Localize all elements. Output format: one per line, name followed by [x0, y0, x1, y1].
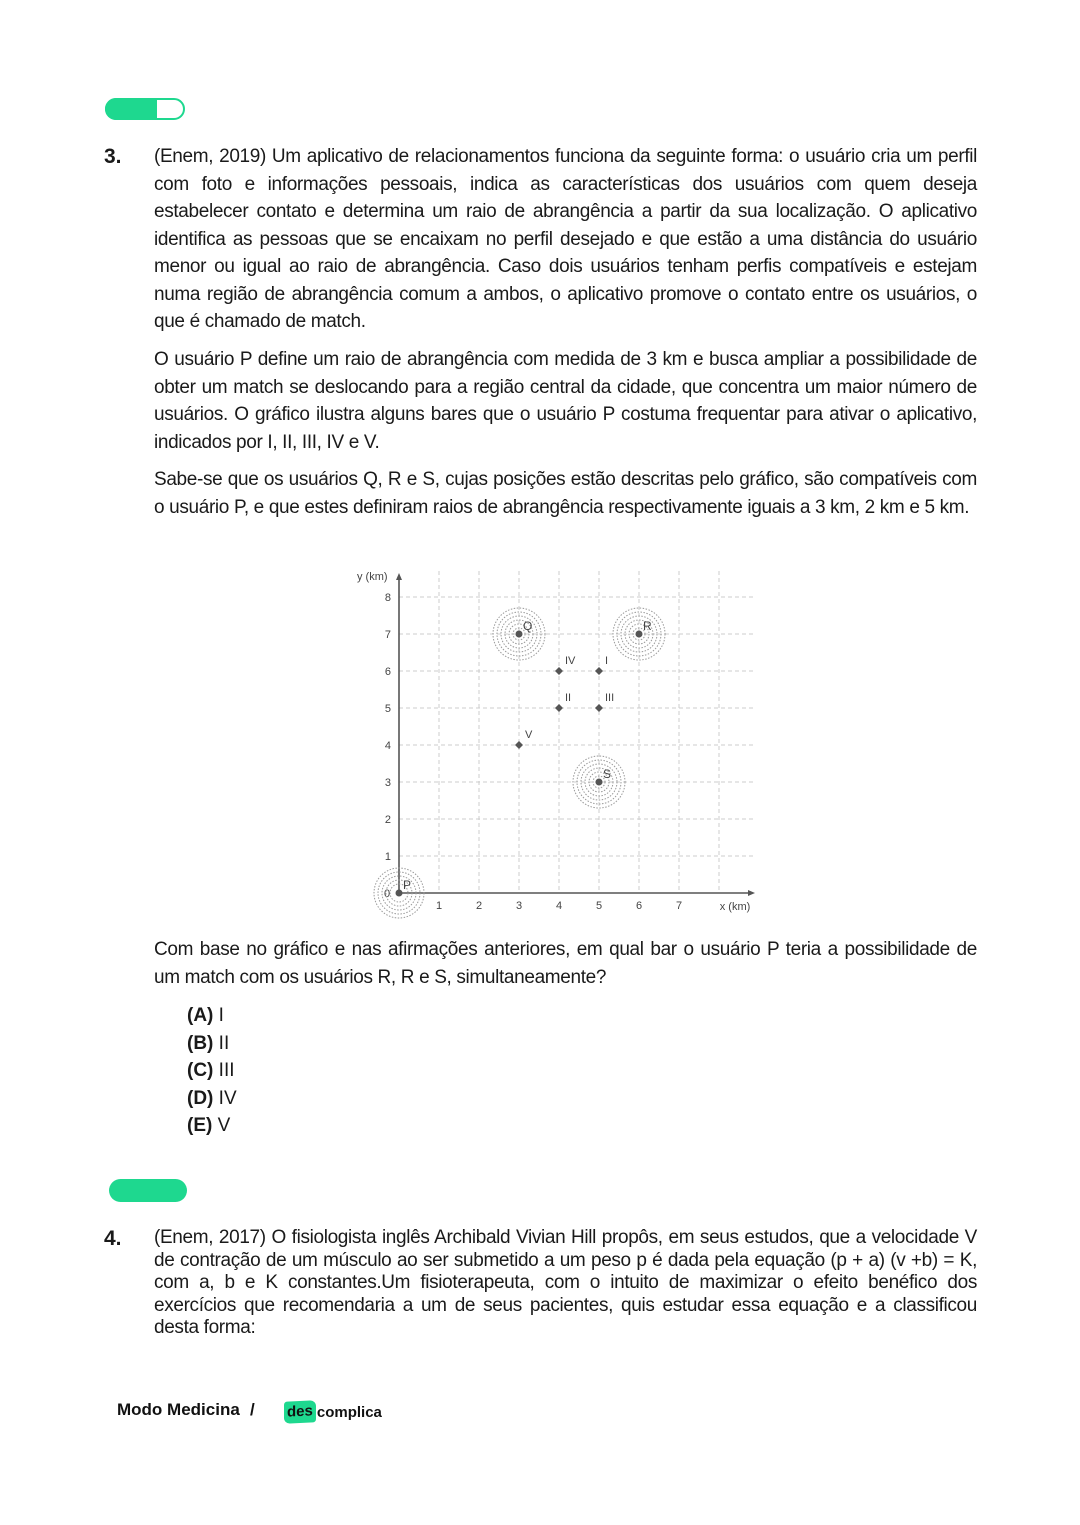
option-e[interactable]: (E) V: [187, 1115, 231, 1136]
question-3-statement: (Enem, 2019) Um aplicativo de relacionamentos funciona da seguinte forma: o usuário cria um perfil com foto e informações pessoais, indica as características dos usuários com quem deseja estabelecer contato e determina um raio de abrangência a partir da sua localização. O aplicativo identifica as pessoas que se encaixam no perfil desejado e que estão a uma distância do usuário menor ou igual ao raio de abrangência. Caso dois usuários tenham perfis compatíveis e estejam numa região de abrangência comum a ambos, o aplicativo promove o contato entre os usuários, o que é chamado de match.: [154, 146, 977, 332]
logo-highlight: des: [284, 1400, 316, 1424]
y-tick-label: 8: [384, 592, 391, 604]
option-c[interactable]: (C) III: [187, 1060, 235, 1081]
question-3-number: 3.: [104, 145, 122, 168]
bar-marker-i: [595, 667, 603, 675]
x-axis-label: x (km): [719, 901, 751, 913]
bar-marker-v: [515, 741, 523, 749]
footer-title: Modo Medicina: [117, 1400, 240, 1419]
user-point-q: [516, 631, 523, 638]
user-label-q: Q: [523, 619, 533, 633]
y-tick-label: 7: [384, 629, 391, 641]
user-point-r: [636, 631, 643, 638]
user-label-p: P: [403, 878, 412, 892]
bar-label-ii: II: [565, 692, 572, 704]
y-tick-label: 1: [384, 851, 391, 863]
bar-marker-iii: [595, 704, 603, 712]
y-tick-label: 4: [384, 740, 391, 752]
y-tick-label: 2: [384, 814, 391, 826]
x-tick-label: 2: [475, 900, 483, 912]
bar-marker-iv: [555, 667, 563, 675]
y-tick-label: 3: [384, 777, 391, 789]
y-tick-label: 5: [384, 703, 391, 715]
option-d[interactable]: (D) IV: [187, 1087, 237, 1109]
progress-pill-indicator: [105, 98, 185, 120]
footer-separator: /: [250, 1400, 255, 1419]
question-3-prompt: Com base no gráfico e nas afirmações anteriores, em qual bar o usuário P teria a possibilidade de um match com os usuários R, R e S, simultaneamente?: [154, 939, 977, 988]
x-tick-label: 5: [595, 900, 603, 912]
descomplica-logo: [284, 1398, 382, 1426]
coordinate-chart: [355, 565, 765, 925]
option-b[interactable]: (B) II: [187, 1032, 230, 1054]
question-4-number: 4.: [104, 1227, 122, 1250]
user-point-s: [596, 779, 603, 786]
x-tick-label: 3: [515, 900, 523, 912]
option-a[interactable]: (A) I: [187, 1005, 224, 1026]
logo-text: complica: [316, 1403, 382, 1421]
user-point-p: [396, 890, 403, 897]
y-tick-label: 6: [384, 666, 391, 678]
y-axis-arrow-icon: [396, 573, 402, 580]
bar-label-v: V: [525, 729, 533, 741]
chart-canvas: [355, 565, 765, 925]
x-tick-label: 1: [435, 900, 443, 912]
bar-label-iii: III: [605, 692, 615, 704]
x-tick-label: 6: [635, 900, 643, 912]
question-3-context: O usuário P define um raio de abrangência com medida de 3 km e busca ampliar a possibilidade de obter um match se deslocando para a região central da cidade, que concentra um maior número de usuários. O gráfico ilustra alguns bares que o usuário P costuma frequentar para ativar o aplicativo, indicados por I, II, III, IV e V.: [154, 349, 977, 453]
question-3-users-info: Sabe-se que os usuários Q, R e S, cujas posições estão descritas pelo gráfico, são compatíveis com o usuário P, e que estes definiram raios de abrangência respectivamente iguais a 3 km, 2 km e 5 km.: [154, 469, 977, 518]
x-tick-label: 4: [555, 900, 563, 912]
bar-marker-ii: [555, 704, 563, 712]
question-4-statement: (Enem, 2017) O fisiologista inglês Archibald Vivian Hill propôs, em seus estudos, que a velocidade V de contração de um músculo ao ser submetido a um peso p é dada pela equação (p + a) (v +b) = K, com a, b e K constantes.Um fisioterapeuta, com o intuito de maximizar o efeito benéfico dos exercícios que recomendaria a um de seus pacientes, quis estudar essa equação e a classificou desta forma:: [154, 1227, 977, 1338]
x-axis-arrow-icon: [748, 890, 755, 896]
origin-label: 0: [383, 888, 391, 900]
answer-options: [187, 1002, 237, 1140]
bar-label-iv: IV: [565, 655, 576, 667]
user-label-r: R: [643, 619, 652, 633]
bar-label-i: I: [605, 655, 609, 667]
user-label-s: S: [603, 767, 612, 781]
y-axis-label: y (km): [357, 571, 388, 583]
x-tick-label: 7: [675, 900, 683, 912]
section-pill-indicator: [109, 1179, 187, 1202]
progress-pill-fill: [105, 98, 157, 120]
